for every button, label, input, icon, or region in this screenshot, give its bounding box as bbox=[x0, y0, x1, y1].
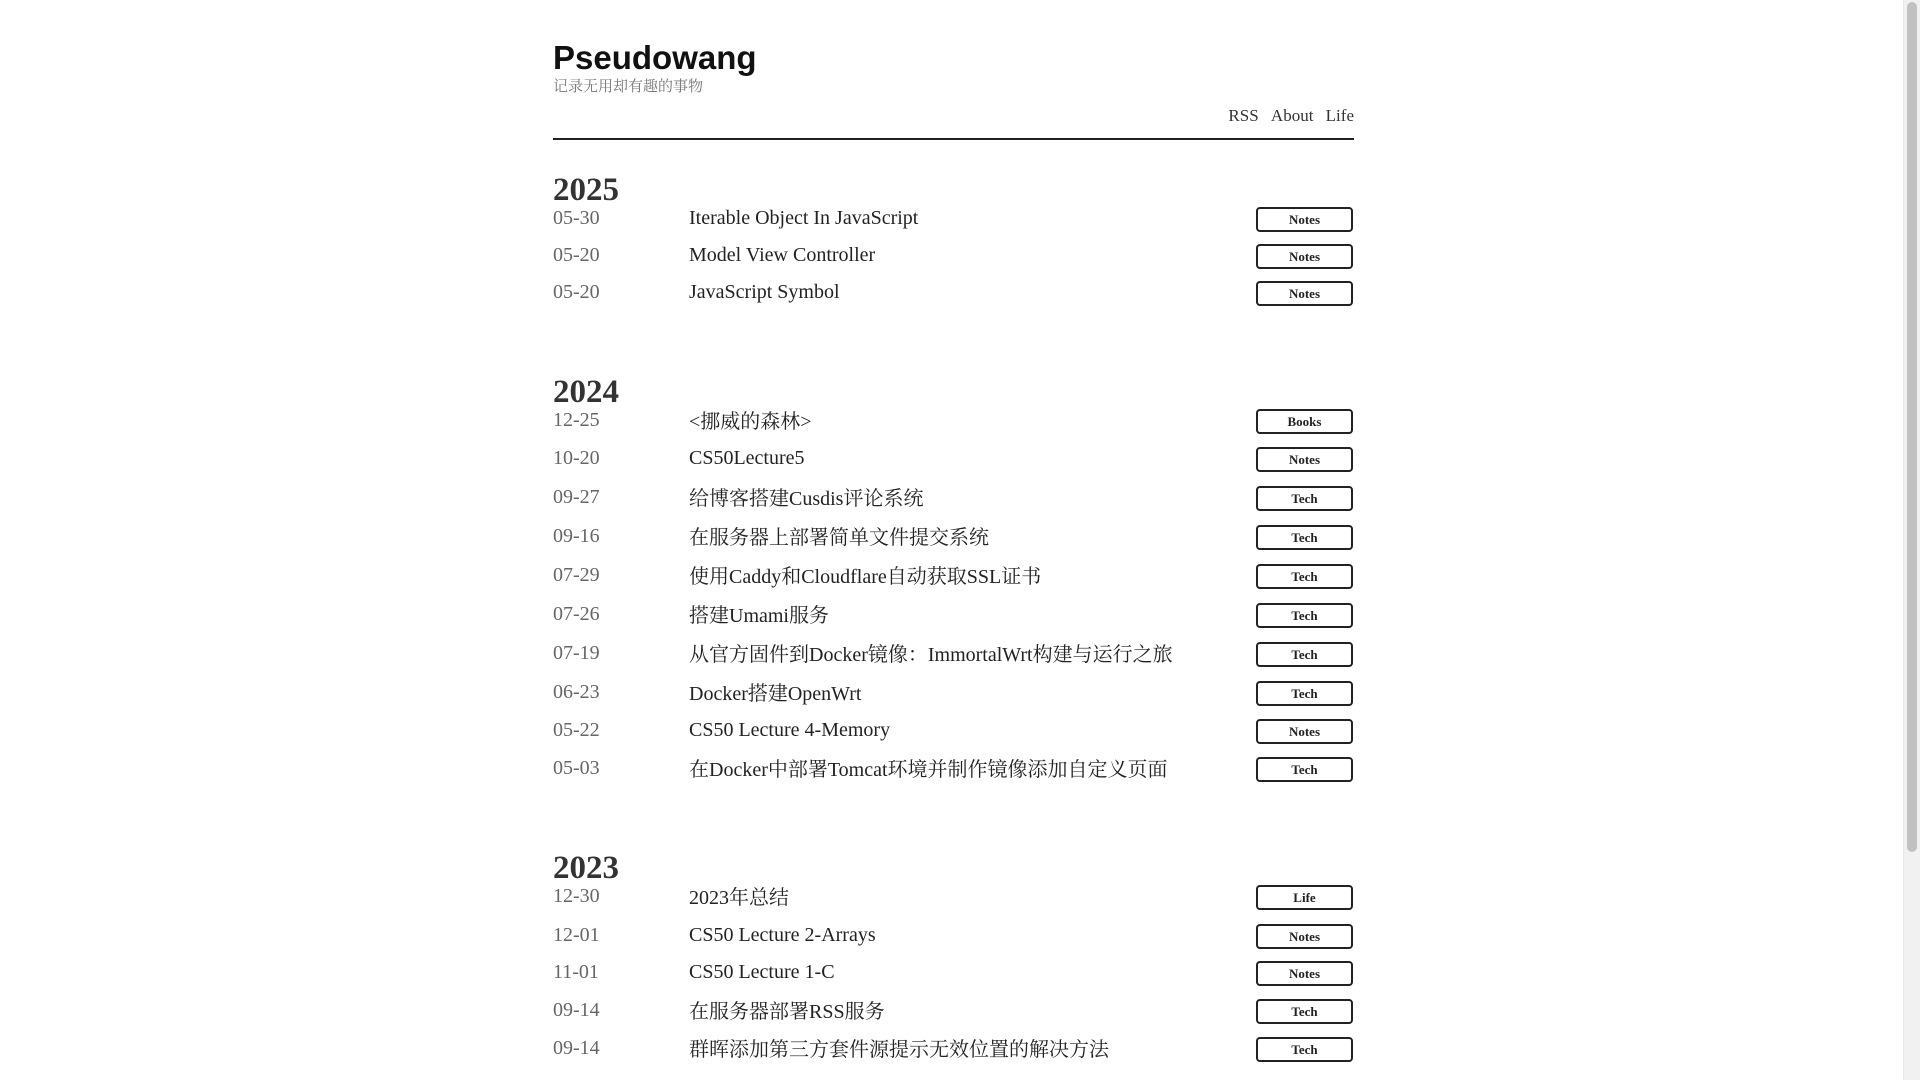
post-title-link[interactable]: CS50Lecture5 bbox=[689, 447, 805, 469]
post-tag-badge[interactable]: Tech bbox=[1256, 525, 1353, 550]
post-title-link[interactable]: Iterable Object In JavaScript bbox=[689, 207, 919, 229]
post-title-link[interactable]: 群晖添加第三方套件源提示无效位置的解决方法 bbox=[689, 1039, 1109, 1061]
site-header bbox=[553, 0, 1354, 140]
post-tag-badge[interactable]: Notes bbox=[1256, 961, 1353, 986]
page-container bbox=[553, 0, 1354, 1080]
post-title-link[interactable]: 使用Caddy和Cloudflare自动获取SSL证书 bbox=[689, 566, 1042, 588]
post-title-link[interactable]: 在Docker中部署Tomcat环境并制作镜像添加自定义页面 bbox=[689, 759, 1168, 781]
post-row bbox=[553, 446, 1354, 485]
post-date: 05-22 bbox=[553, 719, 600, 741]
post-row bbox=[553, 563, 1354, 602]
main-nav bbox=[1220, 105, 1354, 127]
post-title-link[interactable]: 搭建Umami服务 bbox=[689, 605, 829, 627]
post-date: 07-26 bbox=[553, 603, 600, 625]
post-date: 05-20 bbox=[553, 244, 600, 266]
post-row bbox=[553, 206, 1354, 245]
year-section bbox=[553, 818, 1354, 1080]
post-tag-badge[interactable]: Books bbox=[1256, 409, 1353, 434]
post-tag-badge[interactable]: Tech bbox=[1256, 999, 1353, 1024]
post-tag-badge[interactable]: Tech bbox=[1256, 642, 1353, 667]
post-title-link[interactable]: CS50 Lecture 4-Memory bbox=[689, 719, 891, 741]
year-section bbox=[553, 140, 1354, 342]
post-row bbox=[553, 485, 1354, 524]
post-tag-badge[interactable]: Notes bbox=[1256, 719, 1353, 744]
post-row bbox=[553, 524, 1354, 563]
nav-link-life[interactable]: Life bbox=[1325, 106, 1354, 125]
year-heading: 2023 bbox=[553, 850, 619, 886]
post-row bbox=[553, 923, 1354, 962]
post-date: 09-14 bbox=[553, 1037, 600, 1059]
post-row bbox=[553, 1036, 1354, 1075]
site-title[interactable]: Pseudowang bbox=[553, 39, 757, 76]
post-date: 10-20 bbox=[553, 447, 600, 469]
post-tag-badge[interactable]: Notes bbox=[1256, 924, 1353, 949]
post-title-link[interactable]: <挪威的森林> bbox=[689, 411, 812, 433]
year-section bbox=[553, 342, 1354, 818]
post-row bbox=[553, 243, 1354, 282]
post-date: 07-19 bbox=[553, 642, 600, 664]
post-row bbox=[553, 960, 1354, 999]
post-row bbox=[553, 680, 1354, 719]
post-date: 05-20 bbox=[553, 281, 600, 303]
post-tag-badge[interactable]: Notes bbox=[1256, 447, 1353, 472]
post-row bbox=[553, 756, 1354, 795]
post-title-link[interactable]: Model View Controller bbox=[689, 244, 876, 266]
post-title-link[interactable]: 在服务器部署RSS服务 bbox=[689, 1001, 885, 1023]
post-tag-badge[interactable]: Tech bbox=[1256, 486, 1353, 511]
post-tag-badge[interactable]: Life bbox=[1256, 885, 1353, 910]
scrollbar-thumb[interactable] bbox=[1907, 2, 1917, 852]
post-date: 12-25 bbox=[553, 409, 600, 431]
post-title-link[interactable]: 给博客搭建Cusdis评论系统 bbox=[689, 488, 924, 510]
post-date: 11-01 bbox=[553, 961, 599, 983]
post-date: 09-14 bbox=[553, 999, 600, 1021]
post-row bbox=[553, 408, 1354, 447]
post-date: 06-23 bbox=[553, 681, 600, 703]
post-row bbox=[553, 280, 1354, 319]
post-archive bbox=[553, 140, 1354, 1080]
post-title-link[interactable]: CS50 Lecture 1-C bbox=[689, 961, 835, 983]
post-title-link[interactable]: 在服务器上部署简单文件提交系统 bbox=[689, 527, 989, 549]
post-title-link[interactable]: 从官方固件到Docker镜像：ImmortalWrt构建与运行之旅 bbox=[689, 644, 1173, 666]
nav-link-about[interactable]: About bbox=[1270, 106, 1314, 125]
post-row bbox=[553, 602, 1354, 641]
post-date: 12-01 bbox=[553, 924, 600, 946]
post-tag-badge[interactable]: Notes bbox=[1256, 207, 1353, 232]
post-row bbox=[553, 998, 1354, 1037]
post-tag-badge[interactable]: Notes bbox=[1256, 281, 1353, 306]
post-title-link[interactable]: JavaScript Symbol bbox=[689, 281, 840, 303]
post-tag-badge[interactable]: Tech bbox=[1256, 1037, 1353, 1062]
post-tag-badge[interactable]: Notes bbox=[1256, 244, 1353, 269]
post-tag-badge[interactable]: Tech bbox=[1256, 757, 1353, 782]
post-date: 09-16 bbox=[553, 525, 600, 547]
post-tag-badge[interactable]: Tech bbox=[1256, 603, 1353, 628]
post-date: 05-30 bbox=[553, 207, 600, 229]
post-date: 07-29 bbox=[553, 564, 600, 586]
post-date: 05-03 bbox=[553, 757, 600, 779]
year-heading: 2024 bbox=[553, 374, 619, 410]
post-title-link[interactable]: CS50 Lecture 2-Arrays bbox=[689, 924, 876, 946]
post-title-link[interactable]: Docker搭建OpenWrt bbox=[689, 683, 862, 705]
post-row bbox=[553, 718, 1354, 757]
post-date: 09-27 bbox=[553, 486, 600, 508]
post-row bbox=[553, 884, 1354, 923]
nav-link-rss[interactable]: RSS bbox=[1228, 106, 1259, 125]
post-date: 12-30 bbox=[553, 885, 600, 907]
post-title-link[interactable]: 2023年总结 bbox=[689, 887, 789, 909]
post-tag-badge[interactable]: Tech bbox=[1256, 681, 1353, 706]
post-tag-badge[interactable]: Tech bbox=[1256, 564, 1353, 589]
year-heading: 2025 bbox=[553, 172, 619, 208]
site-subtitle: 记录无用却有趣的事物 bbox=[553, 77, 704, 95]
post-row bbox=[553, 641, 1354, 680]
vertical-scrollbar[interactable] bbox=[1903, 0, 1920, 1080]
